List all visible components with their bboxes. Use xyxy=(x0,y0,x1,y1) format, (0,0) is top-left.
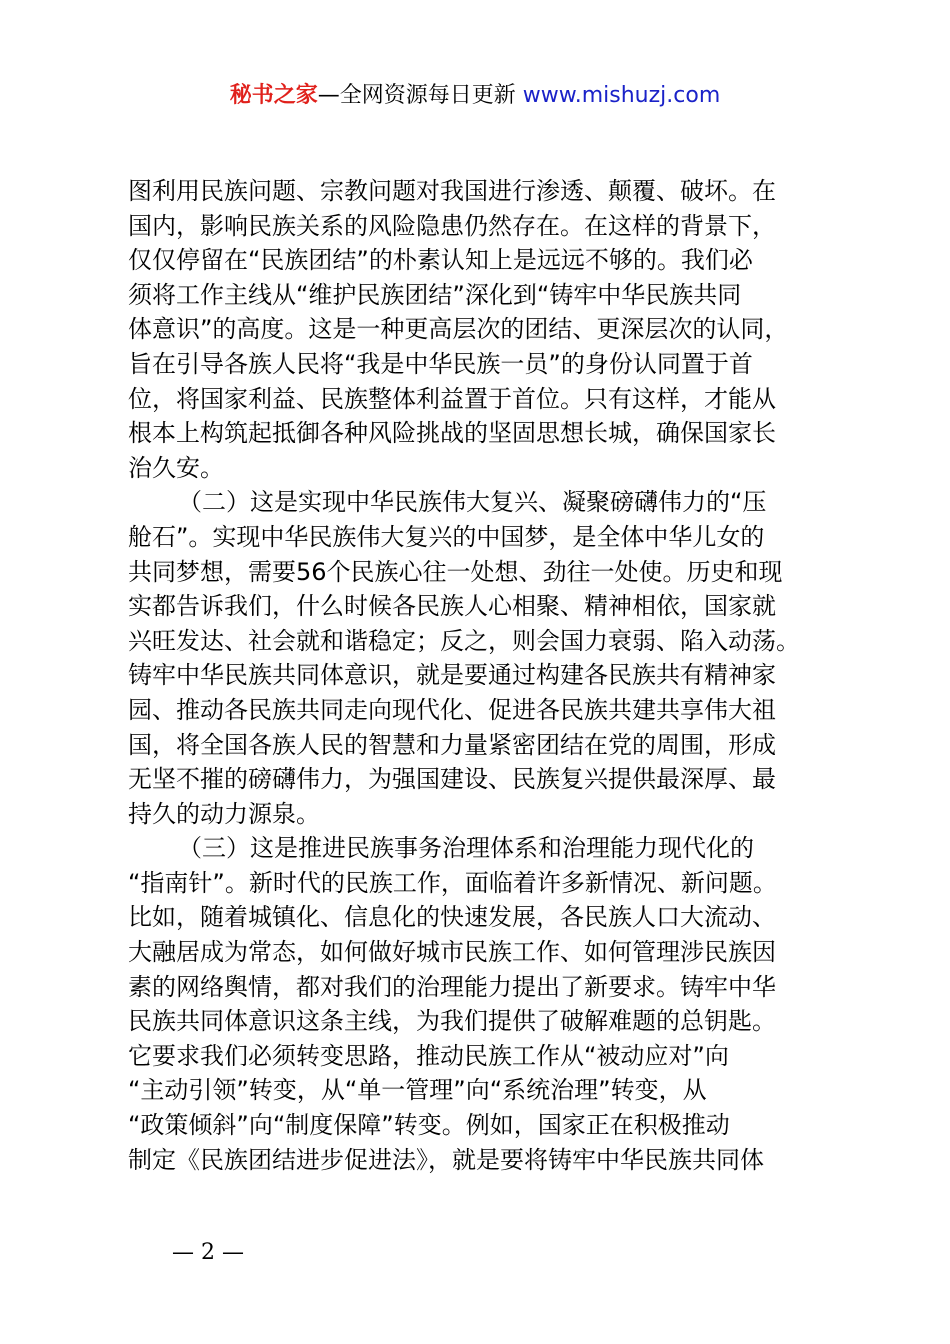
section-heading-line: （三）这是推进民族事务治理体系和治理能力现代化的 xyxy=(178,834,754,863)
body-line: 民族共同体意识这条主线，为我们提供了破解难题的总钥匙。 xyxy=(128,1007,776,1036)
body-line: 图利用民族问题、宗教问题对我国进行渗透、颠覆、破坏。在 xyxy=(128,177,776,205)
body-line: 园、推动各民族共同走向现代化、促进各民族共建共享伟大祖 xyxy=(128,695,776,724)
brand-name: 秘书之家 xyxy=(229,83,318,108)
body-line: 位，将国家利益、民族整体利益置于首位。只有这样，才能从 xyxy=(128,384,776,413)
body-line: 实都告诉我们，什么时候各民族人心相聚、精神相依，国家就 xyxy=(128,592,776,621)
body-line: 治久安。 xyxy=(128,453,224,482)
body-line: 它要求我们必须转变思路，推动民族工作从“被动应对”向 xyxy=(128,1041,729,1070)
body-line: 兴旺发达、社会就和谐稳定；反之，则会国力衰弱、陷入动荡。 xyxy=(128,626,800,655)
body-line: 比如，随着城镇化、信息化的快速发展，各民族人口大流动、 xyxy=(128,903,776,932)
body-line: 持久的动力源泉。 xyxy=(128,799,320,828)
body-line: 国内，影响民族关系的风险隐患仍然存在。在这样的背景下， xyxy=(128,211,776,240)
header-slogan: —全网资源每日更新 xyxy=(317,83,516,108)
body-line: 共同梦想，需要56个民族心往一处想、劲往一处使。历史和现 xyxy=(128,557,783,586)
header-url-link[interactable]: www.mishuzj.com xyxy=(522,83,721,108)
body-line: “政策倾斜”向“制度保障”转变。例如，国家正在积极推动 xyxy=(128,1111,730,1140)
body-line: “指南针”。新时代的民族工作，面临着许多新情况、新问题。 xyxy=(128,868,777,897)
body-line: 旨在引导各族人民将“我是中华民族一员”的身份认同置于首 xyxy=(128,349,753,378)
section-heading-line: （二）这是实现中华民族伟大复兴、凝聚磅礴伟力的“压 xyxy=(178,488,767,517)
body-line: 制定《民族团结进步促进法》，就是要将铸牢中华民族共同体 xyxy=(128,1145,764,1174)
site-header xyxy=(0,80,950,112)
body-line: 国，将全国各族人民的智慧和力量紧密团结在党的周围，形成 xyxy=(128,730,776,759)
body-line: 舱石”。实现中华民族伟大复兴的中国梦，是全体中华儿女的 xyxy=(128,522,765,551)
page-number: — 2 — xyxy=(172,1240,244,1265)
body-line: 无坚不摧的磅礴伟力，为强国建设、民族复兴提供最深厚、最 xyxy=(128,765,776,794)
body-line: 素的网络舆情，都对我们的治理能力提出了新要求。铸牢中华 xyxy=(128,972,776,1001)
body-line: 体意识”的高度。这是一种更高层次的团结、更深层次的认同， xyxy=(128,315,789,344)
body-line: 大融居成为常态，如何做好城市民族工作、如何管理涉民族因 xyxy=(128,938,776,967)
body-line: 根本上构筑起抵御各种风险挑战的坚固思想长城，确保国家长 xyxy=(128,419,776,448)
document-body xyxy=(128,174,838,1177)
body-line: 铸牢中华民族共同体意识，就是要通过构建各民族共有精神家 xyxy=(128,661,776,690)
body-line: “主动引领”转变，从“单一管理”向“系统治理”转变，从 xyxy=(128,1076,707,1105)
body-line: 须将工作主线从“维护民族团结”深化到“铸牢中华民族共同 xyxy=(128,280,742,309)
body-line: 仅仅停留在“民族团结”的朴素认知上是远远不够的。我们必 xyxy=(128,246,753,275)
